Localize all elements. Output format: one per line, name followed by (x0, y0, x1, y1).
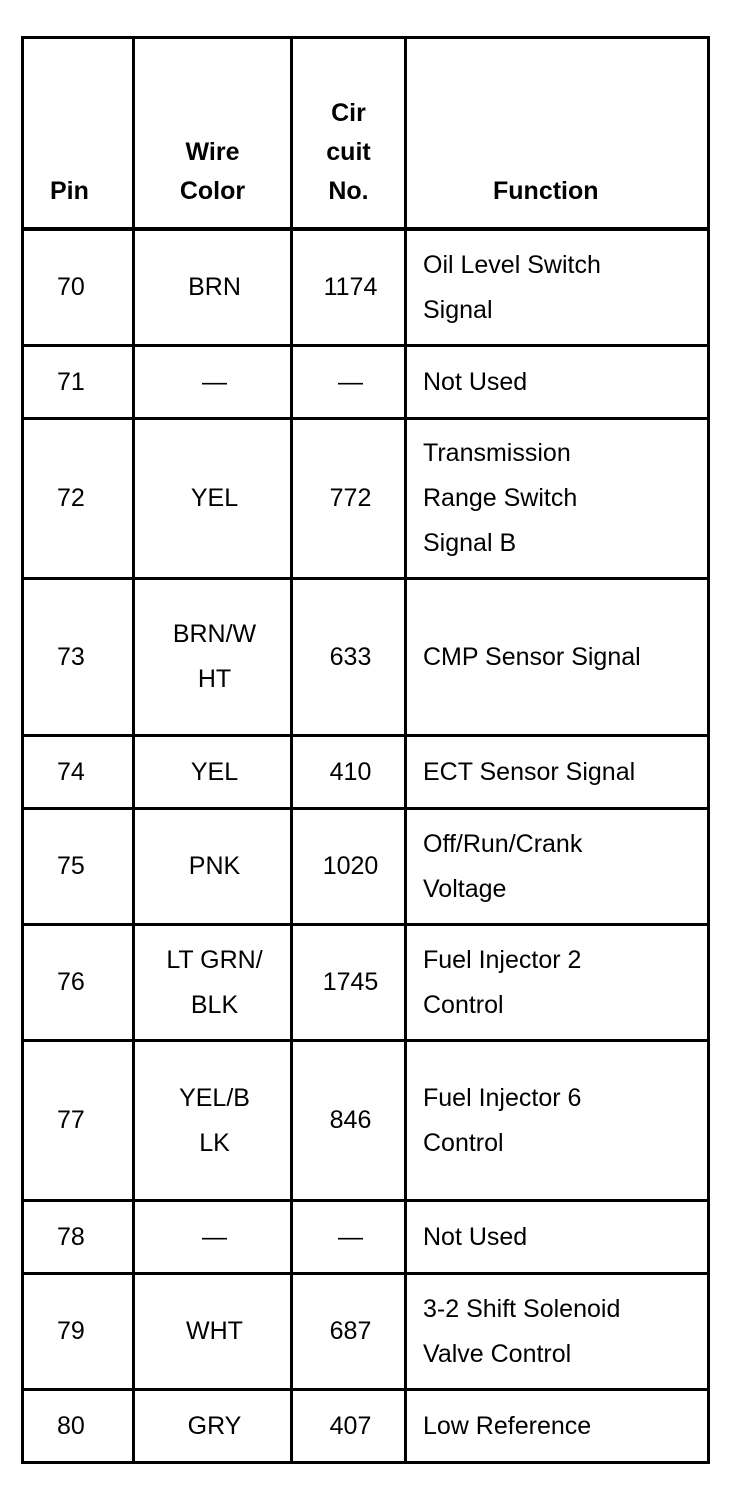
wire-color-cell: LT GRN/ BLK (134, 925, 292, 1041)
function-cell: Not Used (406, 1201, 709, 1274)
circuit-cell: — (292, 1201, 406, 1274)
header-pin: Pin (23, 38, 134, 230)
table-row (23, 1201, 709, 1274)
function-cell: Transmission Range Switch Signal B (406, 419, 709, 579)
wire-color-cell: GRY (134, 1390, 292, 1463)
function-cell: Fuel Injector 6 Control (406, 1041, 709, 1201)
circuit-cell: 846 (292, 1041, 406, 1201)
table-row (23, 346, 709, 419)
table-row (23, 419, 709, 579)
circuit-cell: 1745 (292, 925, 406, 1041)
wire-color-cell: PNK (134, 809, 292, 925)
table-row (23, 1274, 709, 1390)
function-cell: 3-2 Shift Solenoid Valve Control (406, 1274, 709, 1390)
circuit-cell: 633 (292, 579, 406, 736)
table-row (23, 1390, 709, 1463)
function-cell: Off/Run/Crank Voltage (406, 809, 709, 925)
wire-color-cell: — (134, 346, 292, 419)
wire-color-cell: YEL (134, 419, 292, 579)
pin-cell: 73 (23, 579, 134, 736)
function-cell: Oil Level Switch Signal (406, 229, 709, 346)
pin-cell: 78 (23, 1201, 134, 1274)
table-row (23, 579, 709, 736)
header-row (23, 38, 709, 230)
pin-cell: 80 (23, 1390, 134, 1463)
function-cell: CMP Sensor Signal (406, 579, 709, 736)
header-wire-color: Wire Color (134, 38, 292, 230)
function-cell: Fuel Injector 2 Control (406, 925, 709, 1041)
circuit-cell: 687 (292, 1274, 406, 1390)
circuit-cell: 410 (292, 736, 406, 809)
function-cell: ECT Sensor Signal (406, 736, 709, 809)
circuit-cell: 772 (292, 419, 406, 579)
pin-cell: 76 (23, 925, 134, 1041)
circuit-cell: — (292, 346, 406, 419)
pin-cell: 74 (23, 736, 134, 809)
pin-cell: 79 (23, 1274, 134, 1390)
circuit-cell: 1020 (292, 809, 406, 925)
function-cell: Not Used (406, 346, 709, 419)
circuit-cell: 407 (292, 1390, 406, 1463)
wire-color-cell: YEL (134, 736, 292, 809)
wire-color-cell: — (134, 1201, 292, 1274)
circuit-cell: 1174 (292, 229, 406, 346)
pin-cell: 71 (23, 346, 134, 419)
pin-cell: 70 (23, 229, 134, 346)
table-row (23, 809, 709, 925)
wire-color-cell: BRN/W HT (134, 579, 292, 736)
function-cell: Low Reference (406, 1390, 709, 1463)
table-row (23, 736, 709, 809)
table-row (23, 925, 709, 1041)
header-function: Function (406, 38, 709, 230)
wire-color-cell: YEL/B LK (134, 1041, 292, 1201)
table-row (23, 1041, 709, 1201)
pin-cell: 75 (23, 809, 134, 925)
wire-color-cell: WHT (134, 1274, 292, 1390)
header-circuit-no: Cir cuit No. (292, 38, 406, 230)
pin-table (21, 36, 710, 1464)
pin-cell: 77 (23, 1041, 134, 1201)
pin-cell: 72 (23, 419, 134, 579)
wire-color-cell: BRN (134, 229, 292, 346)
table-row (23, 229, 709, 346)
